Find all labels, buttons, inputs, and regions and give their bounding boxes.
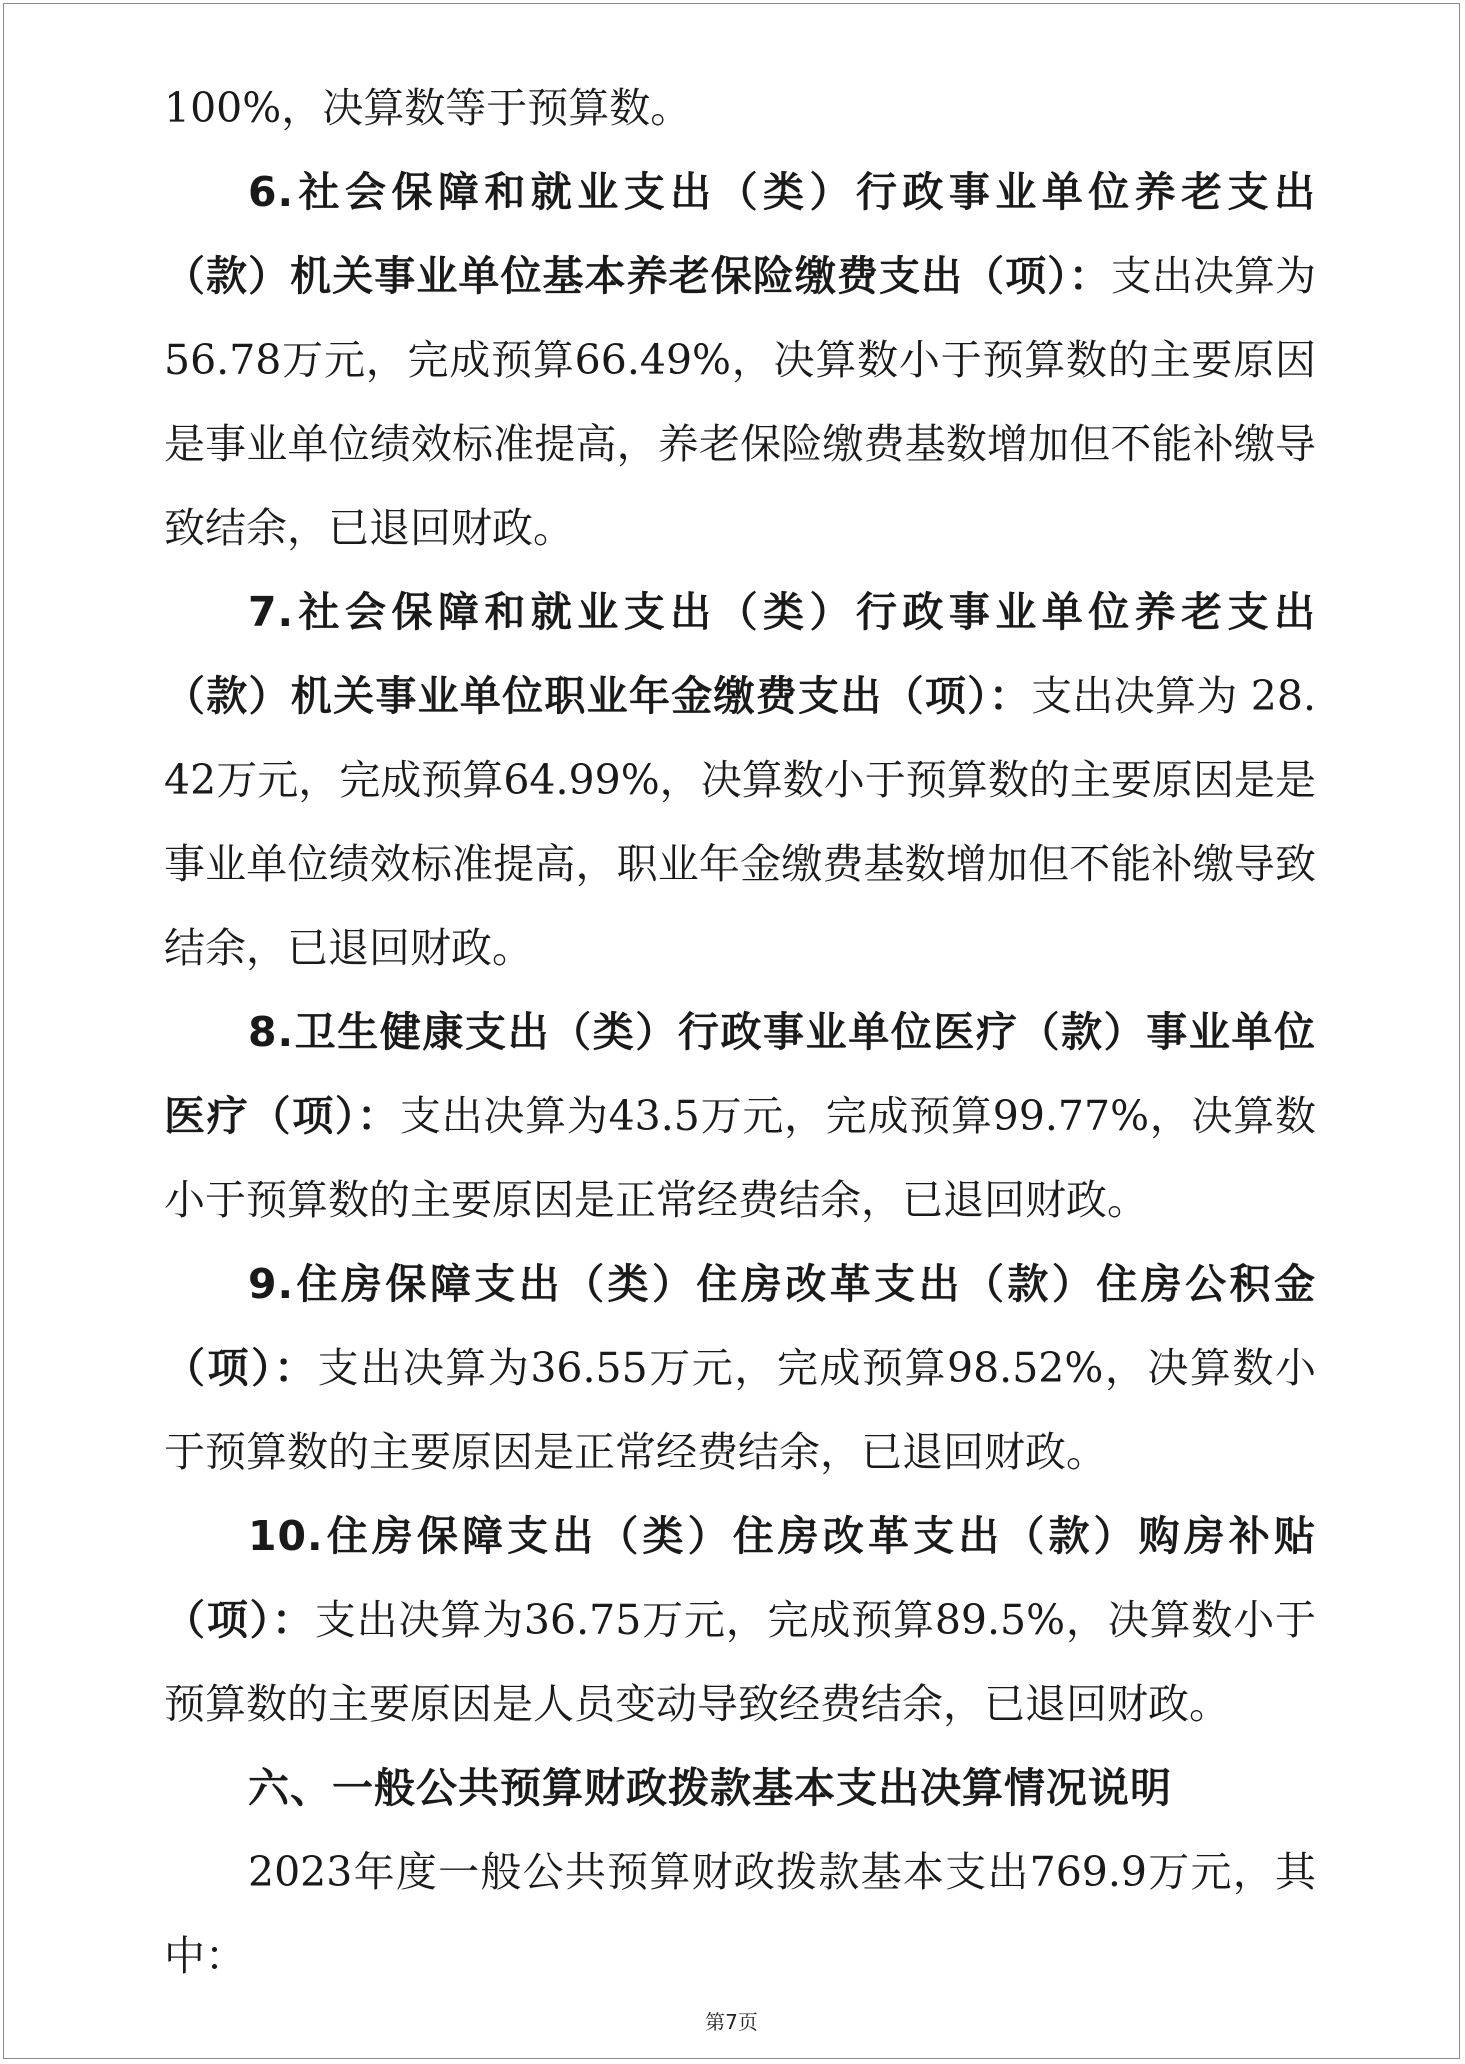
paragraph-continuation xyxy=(164,66,1316,150)
page-number: 第7页 xyxy=(705,2010,758,2034)
paragraph-item-10 xyxy=(164,1494,1316,1746)
document-page xyxy=(3,3,1460,2059)
paragraph-item-7 xyxy=(164,570,1316,990)
paragraph-summary xyxy=(164,1830,1316,1998)
item-heading: 6.社会保障和就业支出（类）行政事业单位养老支出（款）机关事业单位基本养老保险缴费支出（项）： xyxy=(164,168,1316,300)
paragraph-item-8 xyxy=(164,990,1316,1242)
item-text: 支出决算为43.5万元，完成预算99.77%，决算数小于预算数的主要原因是正常经费结余，已退回财政。 xyxy=(164,1092,1316,1224)
item-heading: 10.住房保障支出（类）住房改革支出（款）购房补贴（项）： xyxy=(164,1512,1316,1644)
item-text: 支出决算为56.78万元，完成预算66.49%，决算数小于预算数的主要原因是事业单位绩效标准提高，养老保险缴费基数增加但不能补缴导致结余，已退回财政。 xyxy=(164,252,1317,552)
paragraph-text: 100%，决算数等于预算数。 xyxy=(164,84,692,132)
item-heading: 7.社会保障和就业支出（类）行政事业单位养老支出（款）机关事业单位职业年金缴费支出（项）： xyxy=(164,588,1316,720)
item-heading: 8.卫生健康支出（类）行政事业单位医疗（款）事业单位医疗（项）： xyxy=(164,1008,1316,1140)
paragraph-item-9 xyxy=(164,1242,1316,1494)
paragraph-item-6 xyxy=(164,150,1316,570)
document-body xyxy=(164,66,1316,1998)
paragraph-text: 2023年度一般公共预算财政拨款基本支出769.9万元，其中： xyxy=(164,1848,1316,1980)
item-text: 支出决算为 28.42万元，完成预算64.99%，决算数小于预算数的主要原因是是事业单位绩效标准提高，职业年金缴费基数增加但不能补缴导致结余，已退回财政。 xyxy=(164,672,1316,972)
item-heading: 9.住房保障支出（类）住房改革支出（款）住房公积金（项）： xyxy=(164,1260,1316,1392)
item-text: 支出决算为36.75万元，完成预算89.5%，决算数小于预算数的主要原因是人员变动导致经费结余，已退回财政。 xyxy=(164,1596,1317,1728)
item-text: 支出决算为36.55万元，完成预算98.52%，决算数小于预算数的主要原因是正常经费结余，已退回财政。 xyxy=(164,1344,1317,1476)
section-heading: 六、一般公共预算财政拨款基本支出决算情况说明 xyxy=(248,1764,1172,1812)
